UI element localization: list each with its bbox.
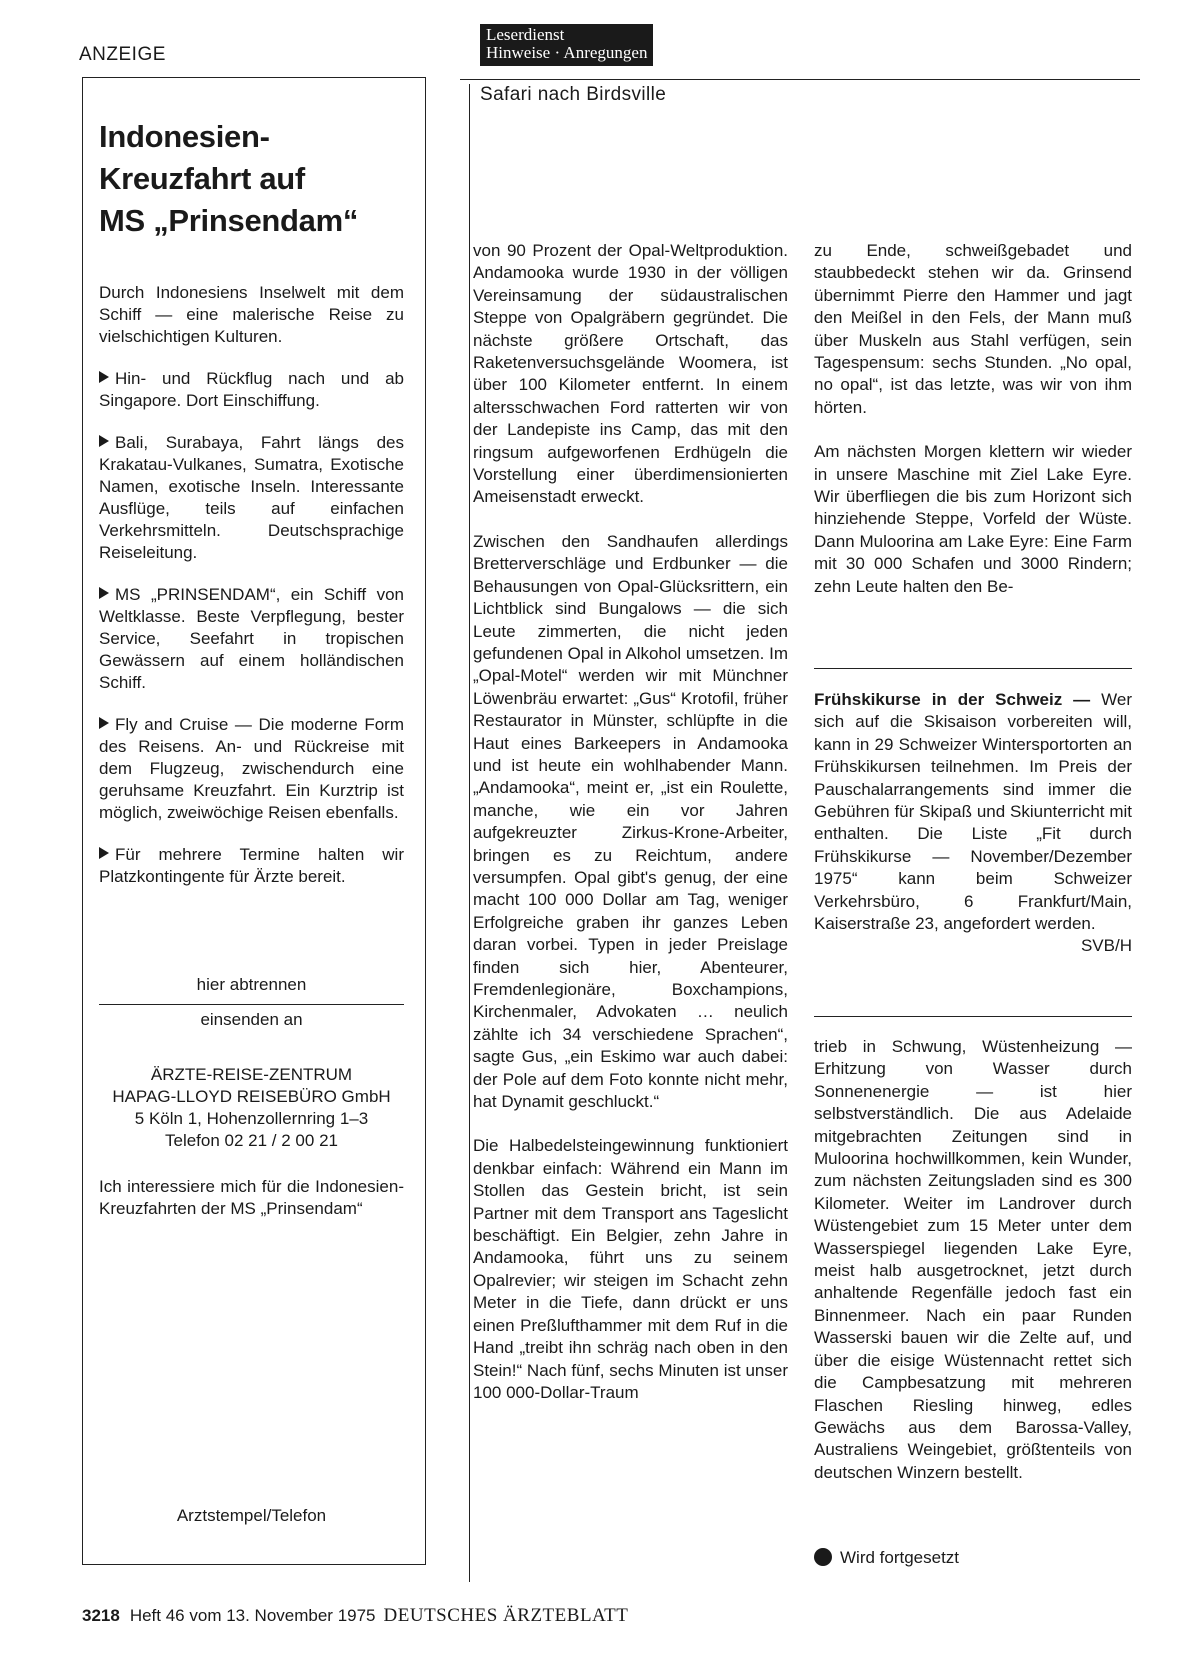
article-paragraph: von 90 Prozent der Opal-Weltproduktion. Andamooka wurde 1930 in der völligen Vereinsamung der südaustralischen Steppe von Opalgräbern gegründet. Die nächste größere Ortschaft, das Raketenversuchsgelände Woomera, ist über 100 Kilometer entfernt. In einem altersschwachen Ford ratterten wir von der Landepiste ins Camp, das mit den ringsum aufgeworfenen Erdhügeln die Vorstellung einer überdimensionierten Ameisenstadt erweckt.	[473, 241, 788, 507]
cut-line[interactable]	[99, 1004, 404, 1005]
triangle-bullet-icon	[99, 587, 109, 599]
triangle-bullet-icon	[99, 435, 109, 447]
article-column-2	[473, 240, 788, 1426]
article-paragraph: trieb in Schwung, Wüstenheizung — Erhitzung von Wasser durch Sonnenenergie — ist hier selbstverständlich. Die aus Adelaide mitgebrachten Zeitungen sind in Muloorina hochwillkommen, kein Wunder, zum nächsten Zeitungsladen sind es 300 Kilometer. Weiter im Landrover durch Wüstengebiet zum 15 Meter unter dem Wasserspiegel liegenden Lake Eyre, meist halb ausgetrocknet, jetzt durch anhaltende Regenfälle jedoch fast ein Binnenmeer. Nach ein paar Runden Wasserski bauen wir die Zelte auf, und über die eisige Wüstennacht rettet sich die Campbesatzung mit mehreren Flaschen Riesling hinweg, edles Gewächs aus dem Barossa-Valley, Australiens Weingebiet, größtenteils von deutschen Winzern bestellt.	[814, 1037, 1132, 1482]
continued-note: Wird fortgesetzt	[814, 1548, 959, 1568]
column-divider	[469, 84, 470, 1582]
article-column-3-top	[814, 240, 1132, 620]
rubric-line: Hinweise · Anregungen	[486, 43, 648, 62]
triangle-bullet-icon	[99, 717, 109, 729]
article-paragraph: zu Ende, schweißgebadet und staubbedeckt stehen wir da. Grinsend übernimmt Pierre den Hammer und jagt den Meißel in den Fels, der Mann muß über Muskeln aus Stahl verfügen, sein Tagespensum: sechs Stunden. „No opal, no opal“, ist das letzte, was wir von ihm hörten.	[814, 241, 1132, 417]
address-line: ÄRZTE-REISE-ZENTRUM	[150, 1065, 353, 1084]
notice-body: Wer sich auf die Skisaison vorbereiten will, kann in 29 Schweizer Wintersportorten an Frühskikursen teilnehmen. Im Preis der Pauschalarrangements sind immer die Gebühren für Skipaß und Skiunterricht mit enthalten. Die Liste „Fit durch Frühskikurse — November/Dezember 1975“ kann beim Schweizer Verkehrsbüro, 6 Frankfurt/Main, Kaiserstraße 23, angefordert werden.	[814, 690, 1132, 934]
advertisement-content	[99, 116, 404, 908]
magazine-name: DEUTSCHES ÄRZTEBLATT	[383, 1605, 629, 1626]
bullet-dot-icon	[814, 1548, 832, 1566]
rubric-line: Leserdienst	[486, 25, 565, 44]
cut-here-label: hier abtrennen	[196, 975, 307, 994]
address-line: HAPAG-LLOYD REISEBÜRO GmbH	[112, 1087, 391, 1106]
ad-bullet: Fly and Cruise — Die moderne Form des Reisens. An- und Rückreise mit dem Flugzeug, zwischendurch eine geruhsame Kreuzfahrt. Ein Kurztrip ist möglich, zweiwöchige Reisen ebenfalls.	[99, 715, 404, 822]
article-paragraph: Am nächsten Morgen klettern wir wieder in unsere Maschine mit Ziel Lake Eyre. Wir überfliegen die bis zum Horizont sich hinziehende Steppe, Vorfeld der Wüste. Dann Muloorina am Lake Eyre: Eine Farm mit 30 000 Schafen und 3000 Rindern; zehn Leute halten den Be-	[814, 442, 1132, 596]
ad-label: ANZEIGE	[79, 44, 166, 65]
ad-headline-line: Kreuzfahrt auf	[99, 161, 305, 196]
header-rule	[460, 79, 1140, 80]
ad-headline	[99, 116, 404, 242]
ad-bullet: Hin- und Rückflug nach und ab Singapore. Dort Einschiffung.	[99, 369, 404, 410]
ad-bullet: MS „PRINSENDAM“, ein Schiff von Weltklasse. Beste Verpflegung, bester Service, Seefahrt in tropischen Gewässern auf einem holländischen Schiff.	[99, 585, 404, 692]
section-title: Safari nach Birdsville	[480, 84, 667, 105]
triangle-bullet-icon	[99, 847, 109, 859]
page-number: 3218	[82, 1606, 120, 1625]
address-line: 5 Köln 1, Hohenzollernring 1–3	[134, 1109, 369, 1128]
notice-rule-bottom	[814, 1016, 1132, 1017]
issue-info: Heft 46 vom 13. November 1975	[129, 1606, 376, 1625]
notice-heading: Frühskikurse in der Schweiz —	[814, 690, 1091, 709]
ad-bullet: Bali, Surabaya, Fahrt längs des Krakatau-Vulkanes, Sumatra, Exotische Namen, exotische Inseln. Interessante Ausflüge, teils auf einfachen Verkehrsmitteln. Deutschsprachige Reiseleitung.	[99, 433, 404, 562]
page-footer	[82, 1605, 628, 1627]
advertisement-box	[82, 77, 426, 1565]
interest-statement: Ich interessiere mich für die Indonesien-Kreuzfahrten der MS „Prinsendam“	[99, 1177, 404, 1218]
notice-signature: SVB/H	[1080, 936, 1132, 956]
ad-headline-line: MS „Prinsendam“	[99, 203, 359, 238]
coupon-address	[99, 1064, 404, 1152]
article-paragraph: Zwischen den Sandhaufen allerdings Bretterverschläge und Erdbunker — die Behausungen von Opal-Glücksrittern, ein Lichtblick sind Bungalows — die sich Leute zimmerten, die nicht jeden gefundenen Opal in Alkohol umsetzen. Im „Opal-Motel“ werden wir mit Münchner Löwenbräu erwartet: „Gus“ Krotofil, früher Restaurator in Münster, schlüpfte in die Haut eines Barkeepers in Andamooka und ist heute ein wohlhabender Mann. „Andamooka“, meint er, „ist ein Roulette, manche, wie ein vor Jahren aufgekreuzter Zirkus-Krone-Arbeiter, bringen es zu Reichtum, andere versumpfen. Opal gibt's genug, der eine macht 100 000 Dollar am Tag, weniger Erfolgreiche graben ihr ganzes Leben daran vorbei. Typen in jeder Preislage finden sich hier, Abenteurer, Fremdenlegionäre, Boxchampions, Kirchenmaler, Advokaten … neulich zählte ich 34 verschiedene Sprachen“, sagte Gus, „ein Eskimo war auch dabei: der Pole auf dem Foto konnte nicht mehr, hat Dynamit geschluckt.“	[473, 531, 788, 1112]
notice-rule-top	[814, 668, 1132, 669]
article-column-3-bottom	[814, 1036, 1132, 1506]
rubric-header	[480, 24, 653, 66]
notice-box	[814, 689, 1132, 958]
ad-headline-line: Indonesien-	[99, 119, 270, 154]
triangle-bullet-icon	[99, 371, 109, 383]
ad-intro: Durch Indonesiens Inselwelt mit dem Schiff — eine malerische Reise zu vielschichtigen Kulturen.	[99, 283, 404, 346]
ad-bullet: Für mehrere Termine halten wir Platzkontingente für Ärzte bereit.	[99, 845, 404, 886]
send-to-label: einsenden an	[200, 1010, 303, 1029]
address-line: Telefon 02 21 / 2 00 21	[165, 1131, 338, 1150]
stamp-field[interactable]: Arztstempel/Telefon	[176, 1506, 327, 1525]
article-paragraph: Die Halbedelsteingewinnung funktioniert denkbar einfach: Während ein Mann im Stollen das Gestein bricht, ist sein Partner mit dem Transport ans Tageslicht beschäftigt. Ein Belgier, zehn Jahre in Andamooka, führt uns zu seinem Opalrevier; wir steigen im Schacht zehn Meter in die Tiefe, dann drückt er uns einen Preßlufthammer mit dem Ruf in die Hand „treibt ihn schräg nach oben in den Stein!“ Nach fünf, sechs Minuten ist unser 100 000-Dollar-Traum	[473, 1136, 788, 1402]
